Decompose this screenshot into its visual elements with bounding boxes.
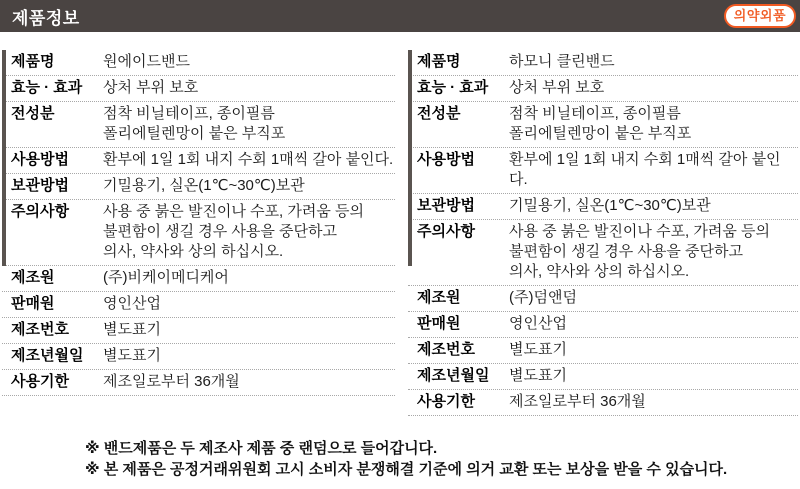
table-row (408, 50, 798, 76)
row-value (509, 340, 798, 360)
row-value (509, 196, 798, 216)
row-value-line: 영인산업 (509, 315, 567, 332)
product-table-left (2, 50, 395, 416)
row-value (103, 268, 395, 288)
row-label: 전성분 (417, 105, 461, 122)
table-row (2, 370, 395, 396)
row-value-line: 영인산업 (103, 295, 161, 312)
row-label: 제조원 (417, 289, 461, 306)
row-value-line: 제조일로부터 36개월 (509, 393, 646, 410)
footnotes (0, 438, 800, 480)
row-value (103, 78, 395, 98)
table-row (2, 344, 395, 370)
row-value-line: 사용 중 붉은 발진이나 수포, 가려움 등의 (509, 223, 771, 240)
row-value-line: 의사, 약사와 상의 하십시오. (509, 263, 690, 280)
table-row (2, 200, 395, 266)
row-label: 제조년월일 (11, 347, 84, 364)
row-value-line: 폴리에틸렌망이 붙은 부직포 (509, 125, 692, 142)
row-label: 보관방법 (11, 177, 69, 194)
row-value-line: 기밀용기, 실온(1℃~30℃)보관 (509, 197, 711, 214)
product-table-right (408, 50, 798, 416)
page-title: 제품정보 (12, 8, 80, 28)
row-value-line: 별도표기 (103, 321, 161, 338)
row-value-line: 별도표기 (103, 347, 161, 364)
row-label: 제조번호 (11, 321, 69, 338)
table-row (2, 266, 395, 292)
row-value (103, 176, 395, 196)
row-value-line: 상처 부위 보호 (509, 79, 605, 96)
row-value-line: 불편함이 생길 경우 사용을 중단하고 (509, 243, 744, 260)
row-value-line: 의사, 약사와 상의 하십시오. (103, 243, 284, 260)
row-value (509, 314, 798, 334)
table-row (2, 318, 395, 344)
row-value (509, 150, 798, 190)
row-value-line: 상처 부위 보호 (103, 79, 199, 96)
row-label: 제조년월일 (417, 367, 490, 384)
table-row (408, 364, 798, 390)
row-value-line: 점착 비닐테이프, 종이필름 (103, 105, 275, 122)
row-value-line: 사용 중 붉은 발진이나 수포, 가려움 등의 (103, 203, 365, 220)
table-row (2, 174, 395, 200)
table-row (2, 50, 395, 76)
row-value (509, 78, 798, 98)
row-value-line: 별도표기 (509, 341, 567, 358)
row-value (509, 222, 798, 282)
row-value-line: (주)비케이메디케어 (103, 269, 229, 286)
row-value-line: 원에이드밴드 (103, 53, 190, 70)
row-value (103, 150, 395, 170)
table-row (408, 194, 798, 220)
row-label: 효능 · 효과 (417, 79, 489, 96)
row-value-line: 별도표기 (509, 367, 567, 384)
row-value (509, 104, 798, 144)
row-label: 사용기한 (417, 393, 475, 410)
row-label: 보관방법 (417, 197, 475, 214)
row-value-line: 하모니 클린밴드 (509, 53, 615, 70)
row-value-line: 불편함이 생길 경우 사용을 중단하고 (103, 223, 338, 240)
table-row (2, 292, 395, 318)
table-row (408, 148, 798, 194)
row-label: 제품명 (417, 53, 461, 70)
table-row (408, 76, 798, 102)
row-label: 사용방법 (11, 151, 69, 168)
row-value (509, 288, 798, 308)
quasi-drug-badge: 의약외품 (724, 4, 796, 28)
row-label: 주의사항 (417, 223, 475, 240)
row-value (509, 392, 798, 412)
row-label: 제조원 (11, 269, 55, 286)
row-value-line: 폴리에틸렌망이 붙은 부직포 (103, 125, 286, 142)
row-label: 주의사항 (11, 203, 69, 220)
product-tables (0, 50, 800, 416)
table-row (408, 220, 798, 286)
row-value-line: 제조일로부터 36개월 (103, 373, 240, 390)
table-row (408, 286, 798, 312)
footnote-line: ※ 밴드제품은 두 제조사 제품 중 랜덤으로 들어갑니다. (85, 440, 438, 457)
table-accent-bar (2, 50, 6, 266)
table-row (408, 102, 798, 148)
row-value (509, 366, 798, 386)
row-value (103, 346, 395, 366)
row-value (103, 372, 395, 392)
row-value (103, 202, 395, 262)
table-accent-bar (408, 50, 412, 266)
table-row (408, 390, 798, 416)
row-value (103, 104, 395, 144)
row-value-line: (주)덤앤덤 (509, 289, 577, 306)
row-label: 사용방법 (417, 151, 475, 168)
row-value-line: 환부에 1일 1회 내지 수회 1매씩 갈아 붙인다. (509, 151, 781, 188)
row-value (103, 52, 395, 72)
table-row (2, 76, 395, 102)
section-header-bar (0, 0, 800, 32)
row-value (103, 294, 395, 314)
row-label: 효능 · 효과 (11, 79, 83, 96)
table-row (408, 312, 798, 338)
row-label: 제조번호 (417, 341, 475, 358)
row-label: 제품명 (11, 53, 55, 70)
row-label: 전성분 (11, 105, 55, 122)
row-value-line: 점착 비닐테이프, 종이필름 (509, 105, 681, 122)
row-value-line: 기밀용기, 실온(1℃~30℃)보관 (103, 177, 305, 194)
row-label: 판매원 (417, 315, 461, 332)
row-value-line: 환부에 1일 1회 내지 수회 1매씩 갈아 붙인다. (103, 151, 394, 168)
row-value (103, 320, 395, 340)
table-row (2, 102, 395, 148)
table-row (2, 148, 395, 174)
footnote-line: ※ 본 제품은 공정거래위원회 고시 소비자 분쟁해결 기준에 의거 교환 또는 보상을 받을 수 있습니다. (85, 461, 728, 478)
row-label: 판매원 (11, 295, 55, 312)
table-row (408, 338, 798, 364)
row-label: 사용기한 (11, 373, 69, 390)
row-value (509, 52, 798, 72)
